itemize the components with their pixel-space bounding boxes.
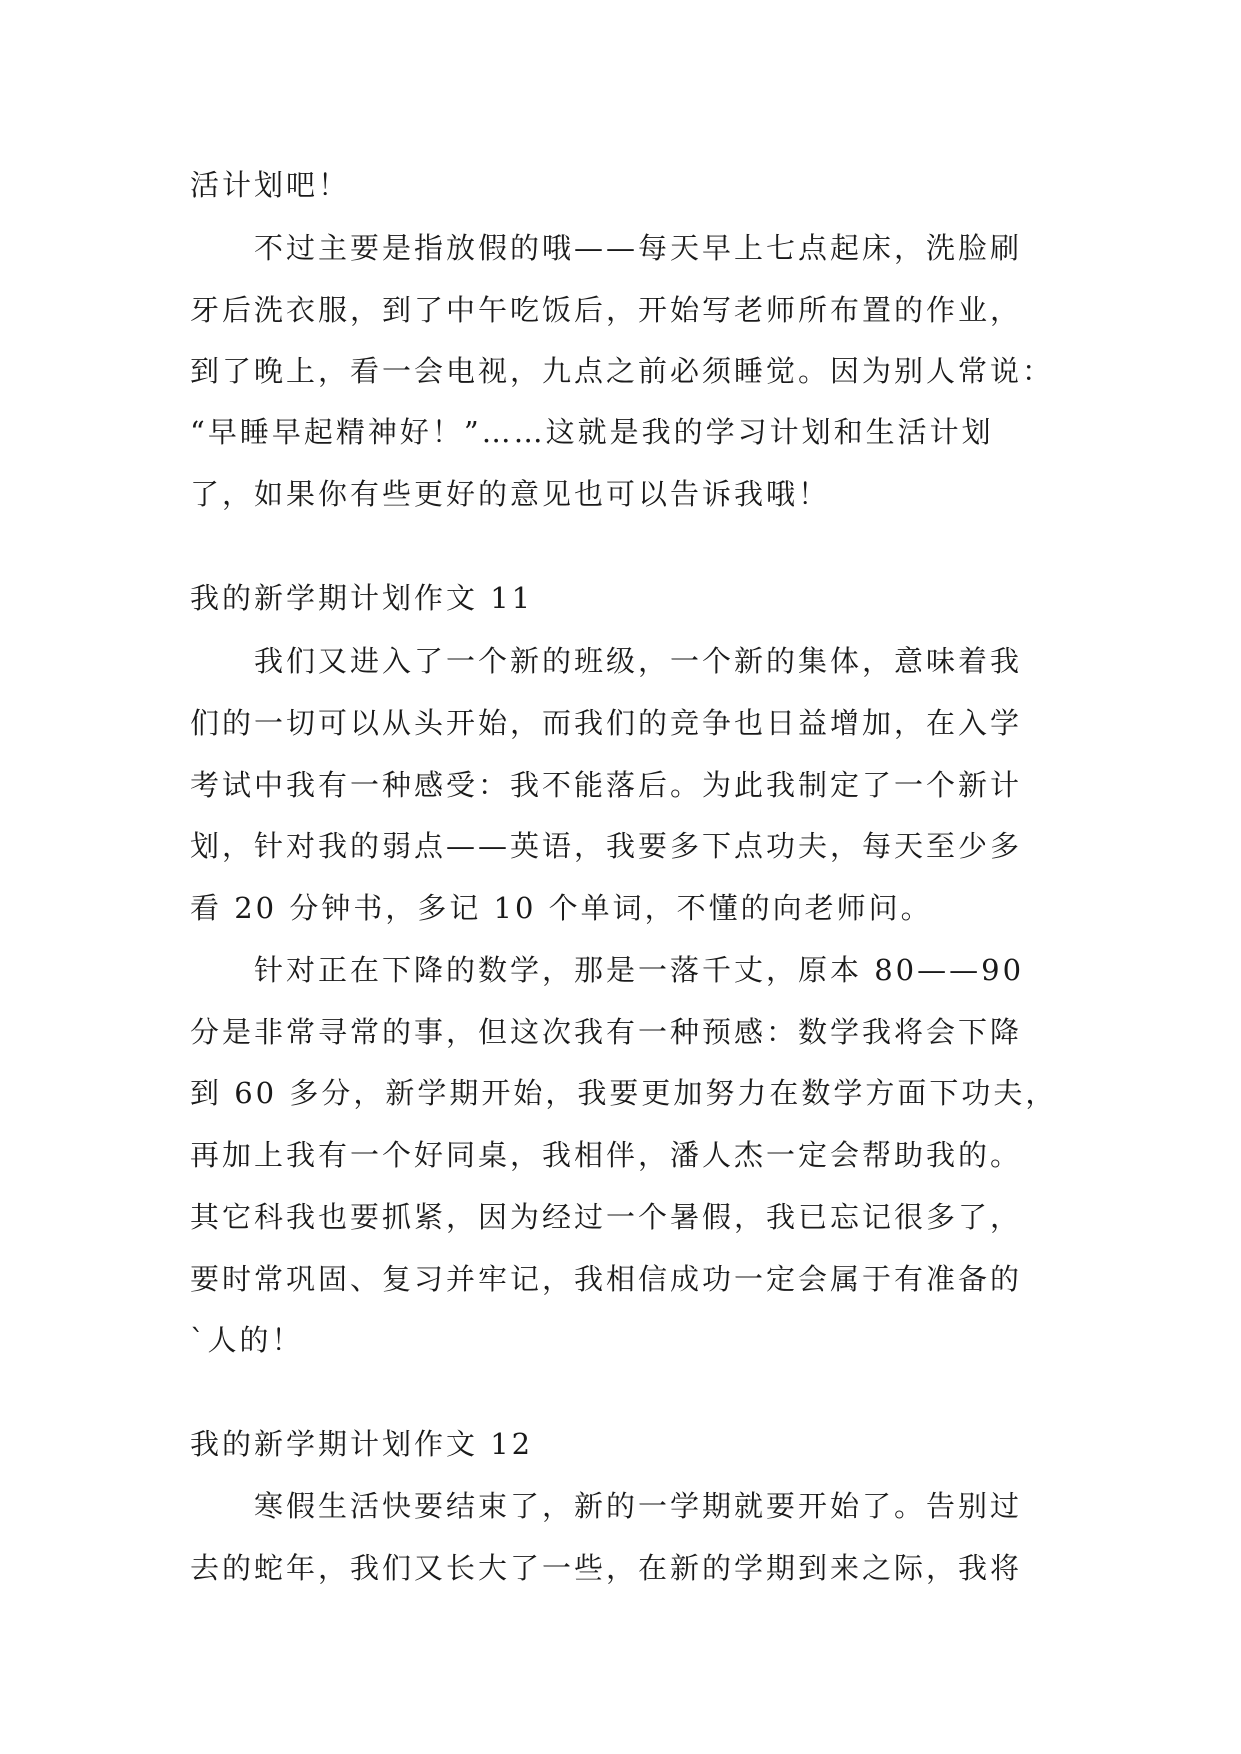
paragraph-line: 到了晚上，看一会电视，九点之前必须睡觉。因为别人常说：: [190, 354, 1055, 388]
paragraph-line: 针对正在下降的数学，那是一落千丈，原本 80——90: [254, 953, 1025, 987]
paragraph-line: “早睡早起精神好！”……这就是我的学习计划和生活计划: [190, 415, 994, 449]
paragraph-line: 牙后洗衣服，到了中午吃饭后，开始写老师所布置的作业，: [190, 293, 1023, 327]
paragraph-line: 考试中我有一种感受：我不能落后。为此我制定了一个新计: [190, 768, 1023, 802]
paragraph-line: 寒假生活快要结束了，新的一学期就要开始了。告别过: [254, 1489, 1023, 1523]
section-heading: 我的新学期计划作文 12: [190, 1427, 534, 1461]
paragraph-line: `人的！: [190, 1323, 304, 1357]
paragraph-line: 活计划吧！: [190, 168, 351, 202]
paragraph-line: 划，针对我的弱点——英语，我要多下点功夫，每天至少多: [190, 829, 1023, 863]
paragraph-line: 要时常巩固、复习并牢记，我相信成功一定会属于有准备的: [190, 1262, 1023, 1296]
section-heading: 我的新学期计划作文 11: [190, 581, 534, 615]
paragraph-line: 不过主要是指放假的哦——每天早上七点起床，洗脸刷: [254, 231, 1023, 265]
paragraph-line: 去的蛇年，我们又长大了一些，在新的学期到来之际，我将: [190, 1551, 1023, 1585]
paragraph-line: 其它科我也要抓紧，因为经过一个暑假，我已忘记很多了，: [190, 1200, 1023, 1234]
paragraph-line: 看 20 分钟书，多记 10 个单词，不懂的向老师问。: [190, 891, 933, 925]
paragraph-line: 分是非常寻常的事，但这次我有一种预感：数学我将会下降: [190, 1015, 1023, 1049]
paragraph-line: 再加上我有一个好同桌，我相伴，潘人杰一定会帮助我的。: [190, 1138, 1023, 1172]
paragraph-line: 到 60 多分，新学期开始，我要更加努力在数学方面下功夫，: [190, 1076, 1058, 1110]
paragraph-line: 们的一切可以从头开始，而我们的竞争也日益增加，在入学: [190, 706, 1023, 740]
paragraph-line: 我们又进入了一个新的班级，一个新的集体，意味着我: [254, 644, 1023, 678]
paragraph-line: 了，如果你有些更好的意见也可以告诉我哦！: [190, 477, 831, 511]
